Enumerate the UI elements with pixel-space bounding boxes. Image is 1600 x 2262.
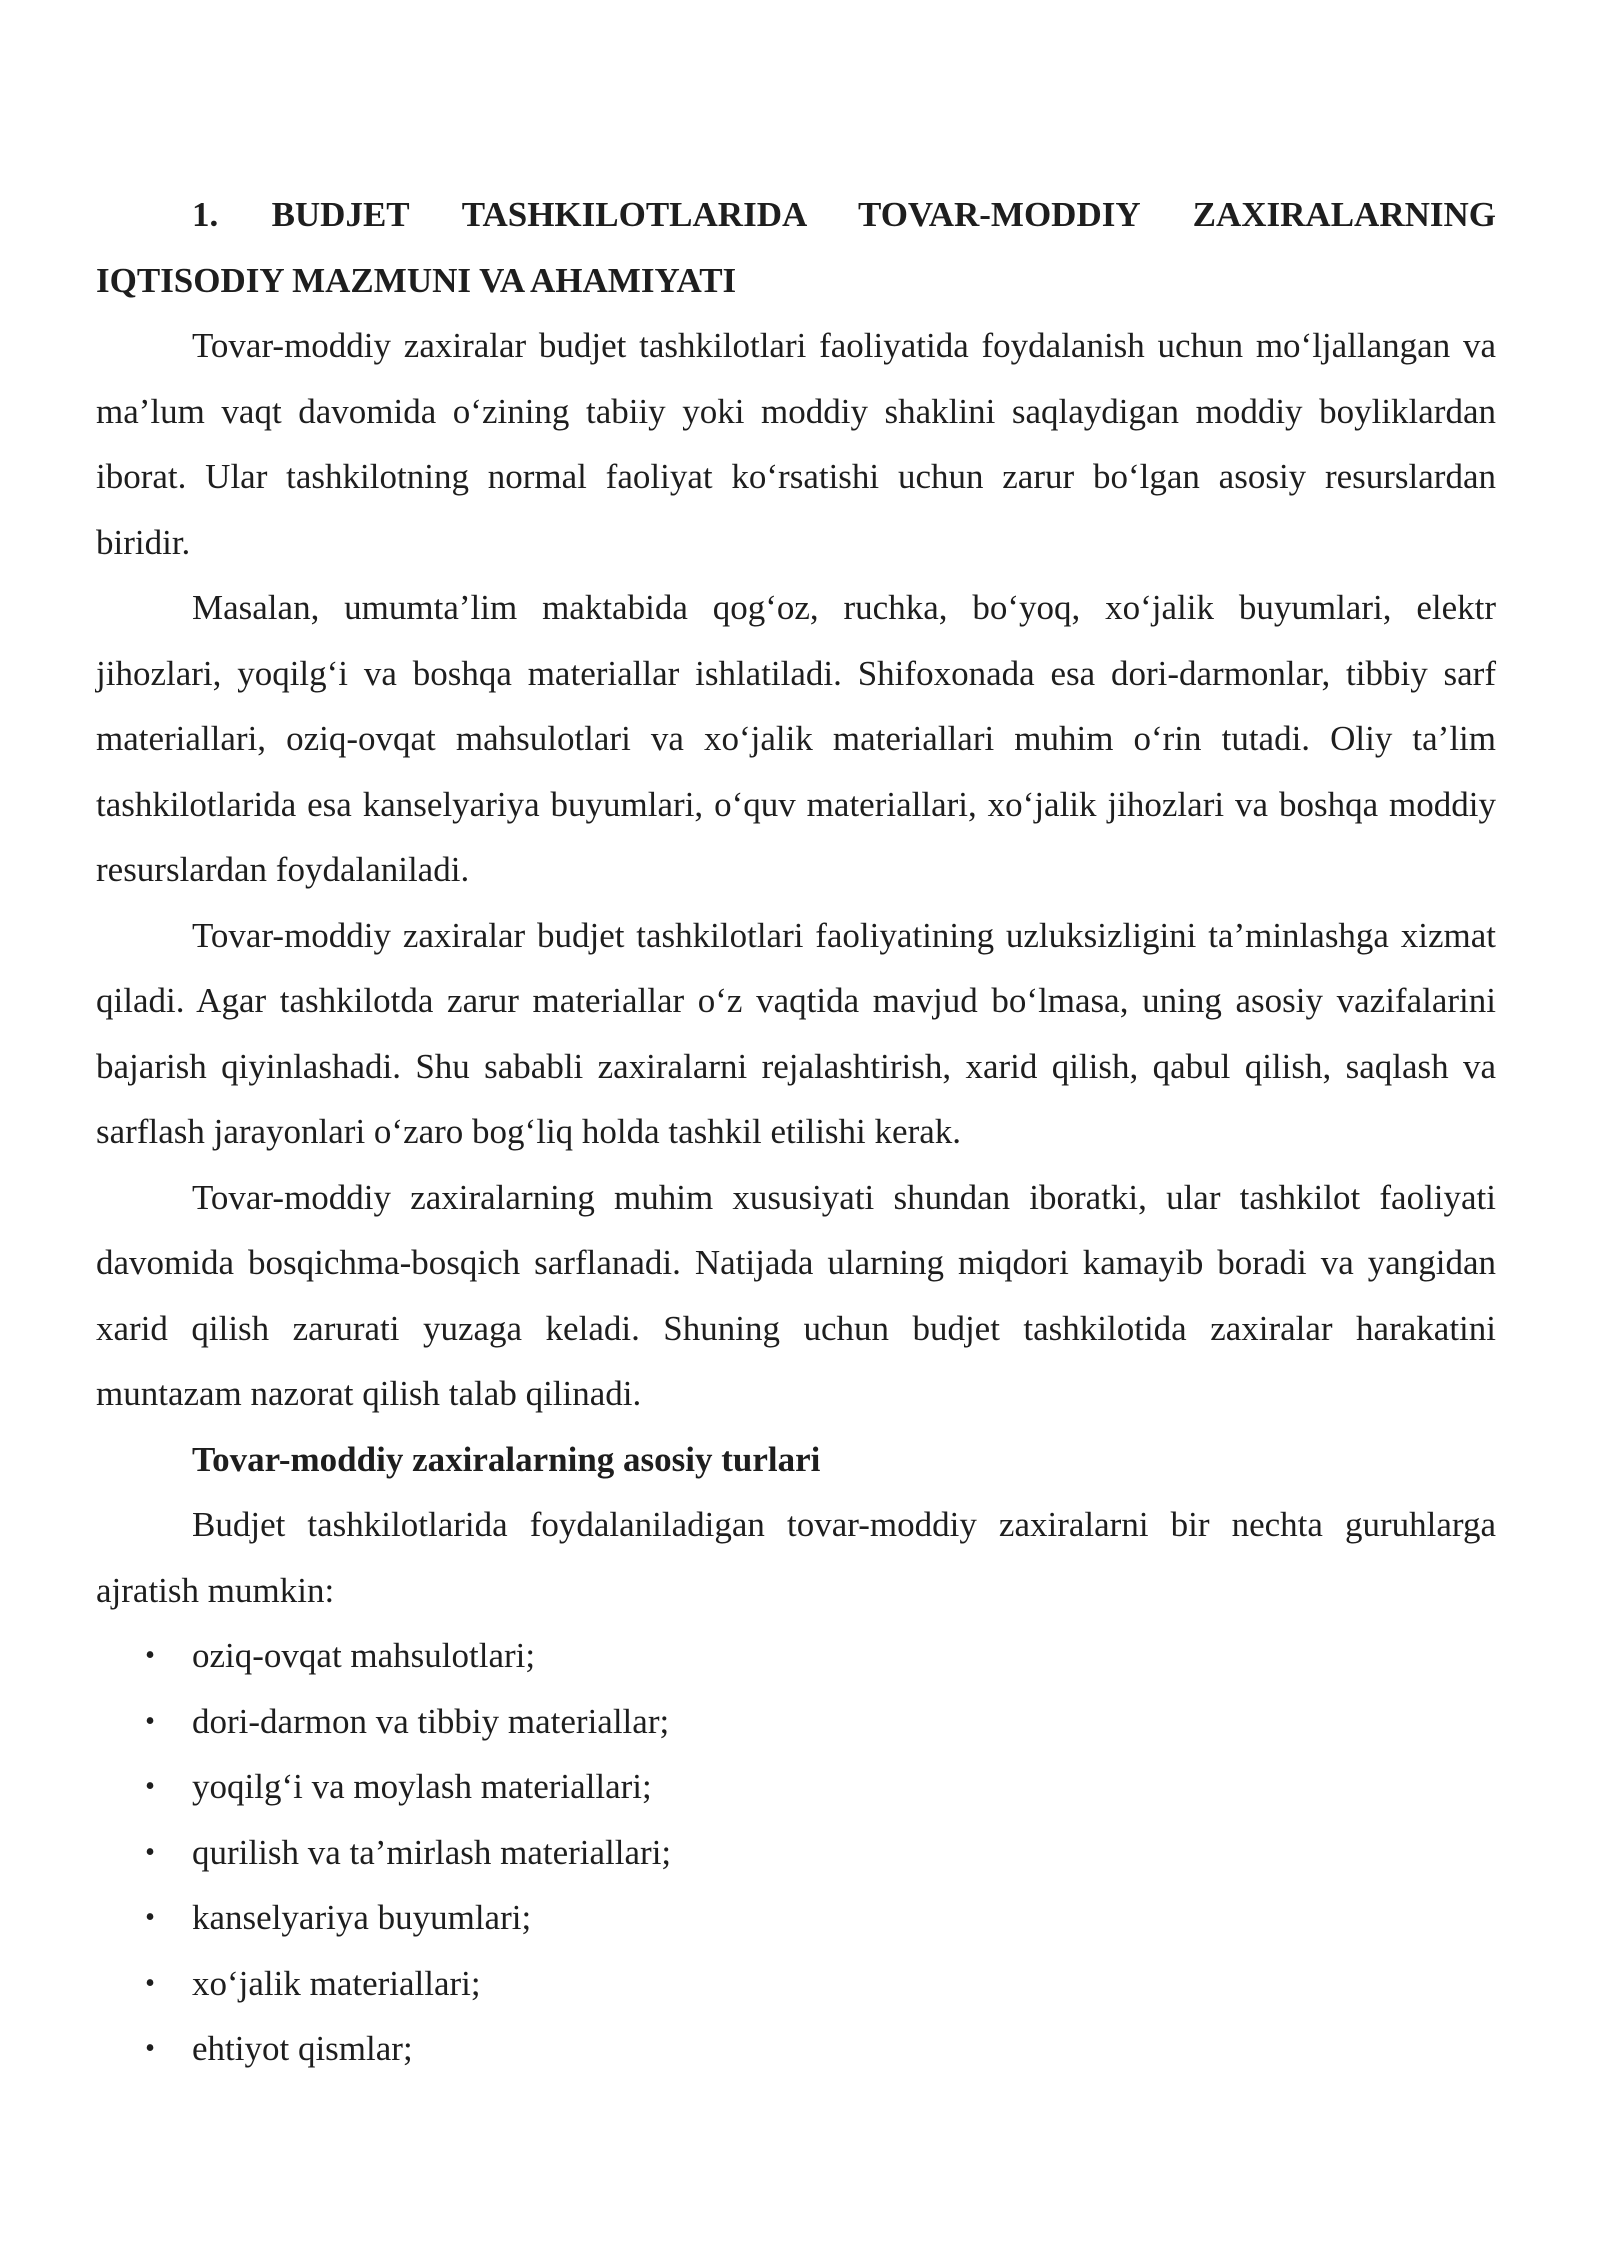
paragraph-consumption: Tovar-moddiy zaxiralarning muhim xususiyati shundan iboratki, ular tashkilot faoliyati davomida bosqichma-bosqich sarflanadi. Natijada ularning miqdori kamayib boradi va yangidan xarid qilish zarurati yuzaga keladi. Shuning uchun budjet tashkilotida zaxiralar harakatini muntazam nazorat qilish talab qilinadi.: [96, 1177, 1496, 1413]
paragraph-continuity: Tovar-moddiy zaxiralar budjet tashkilotlari faoliyatining uzluksizligini ta’minlashga xizmat qiladi. Agar tashkilotda zarur materiallar o‘z vaqtida mavjud bo‘lmasa, uning asosiy vazifalarini bajarish qiyinlashadi. Shu sababli zaxiralarni rejalashtirish, xarid qilish, qabul qilish, saqlash va sarflash jarayonlari o‘zaro bog‘liq holda tashkil etilishi kerak.: [96, 915, 1496, 1151]
list-item: [96, 1885, 1496, 1951]
list-item-text: qurilish va ta’mirlash materiallari;: [192, 1832, 672, 1872]
list-item-text: xo‘jalik materiallari;: [192, 1963, 481, 2003]
list-item: [96, 1951, 1496, 2017]
bullet-icon: •: [145, 2033, 155, 2064]
bullet-icon: •: [145, 1640, 155, 1671]
list-item: [96, 2016, 1496, 2082]
list-item-text: oziq-ovqat mahsulotlari;: [192, 1636, 536, 1675]
bullet-icon: •: [145, 1902, 155, 1933]
paragraph-definition: Tovar-moddiy zaxiralar budjet tashkilotlari faoliyatida foydalanish uchun mo‘ljallangan va ma’lum vaqt davomida o‘zining tabiiy yoki moddiy shaklini saqlaydigan moddiy boyliklardan iborat. Ular tashkilotning normal faoliyat ko‘rsatishi uchun zarur bo‘lgan asosiy resurslardan biridir.: [96, 326, 1496, 562]
bullet-icon: •: [145, 1705, 155, 1737]
list-item-text: kanselyariya buyumlari;: [192, 1898, 532, 1937]
subsection-heading: Tovar-moddiy zaxiralarning asosiy turlari: [192, 1439, 821, 1479]
bullet-icon: •: [145, 1771, 155, 1802]
list-item-text: ehtiyot qismlar;: [192, 2029, 413, 2068]
section-heading: 1. BUDJET TASHKILOTLARIDA TOVAR-MODDIY ZAXIRALARNING IQTISODIY MAZMUNI VA AHAMIYATI: [96, 195, 1496, 300]
list-item: [96, 1623, 1496, 1689]
bullet-icon: •: [145, 1836, 155, 1868]
list-item: [96, 1754, 1496, 1820]
paragraph-examples: Masalan, umumta’lim maktabida qog‘oz, ruchka, bo‘yoq, xo‘jalik buyumlari, elektr jihozlari, yoqilg‘i va boshqa materiallar ishlatiladi. Shifoxonada esa dori-darmonlar, tibbiy sarf materiallari, oziq-ovqat mahsulotlari va xo‘jalik materiallari muhim o‘rin tutadi. Oliy ta’lim tashkilotlarida esa kanselyariya buyumlari, o‘quv materiallari, xo‘jalik jihozlari va boshqa moddiy resurslardan foydalaniladi.: [96, 588, 1496, 889]
bullet-icon: •: [145, 1967, 155, 1999]
inventory-types-list: [96, 1623, 1496, 2082]
list-item-text: dori-darmon va tibbiy materiallar;: [192, 1701, 670, 1741]
list-item-text: yoqilg‘i va moylash materiallari;: [192, 1767, 652, 1806]
document-page: [96, 182, 1496, 2082]
paragraph-intro: Budjet tashkilotlarida foydalaniladigan tovar-moddiy zaxiralarni bir nechta guruhlarga ajratish mumkin:: [96, 1505, 1496, 1610]
list-item: [96, 1820, 1496, 1886]
list-item: [96, 1689, 1496, 1755]
